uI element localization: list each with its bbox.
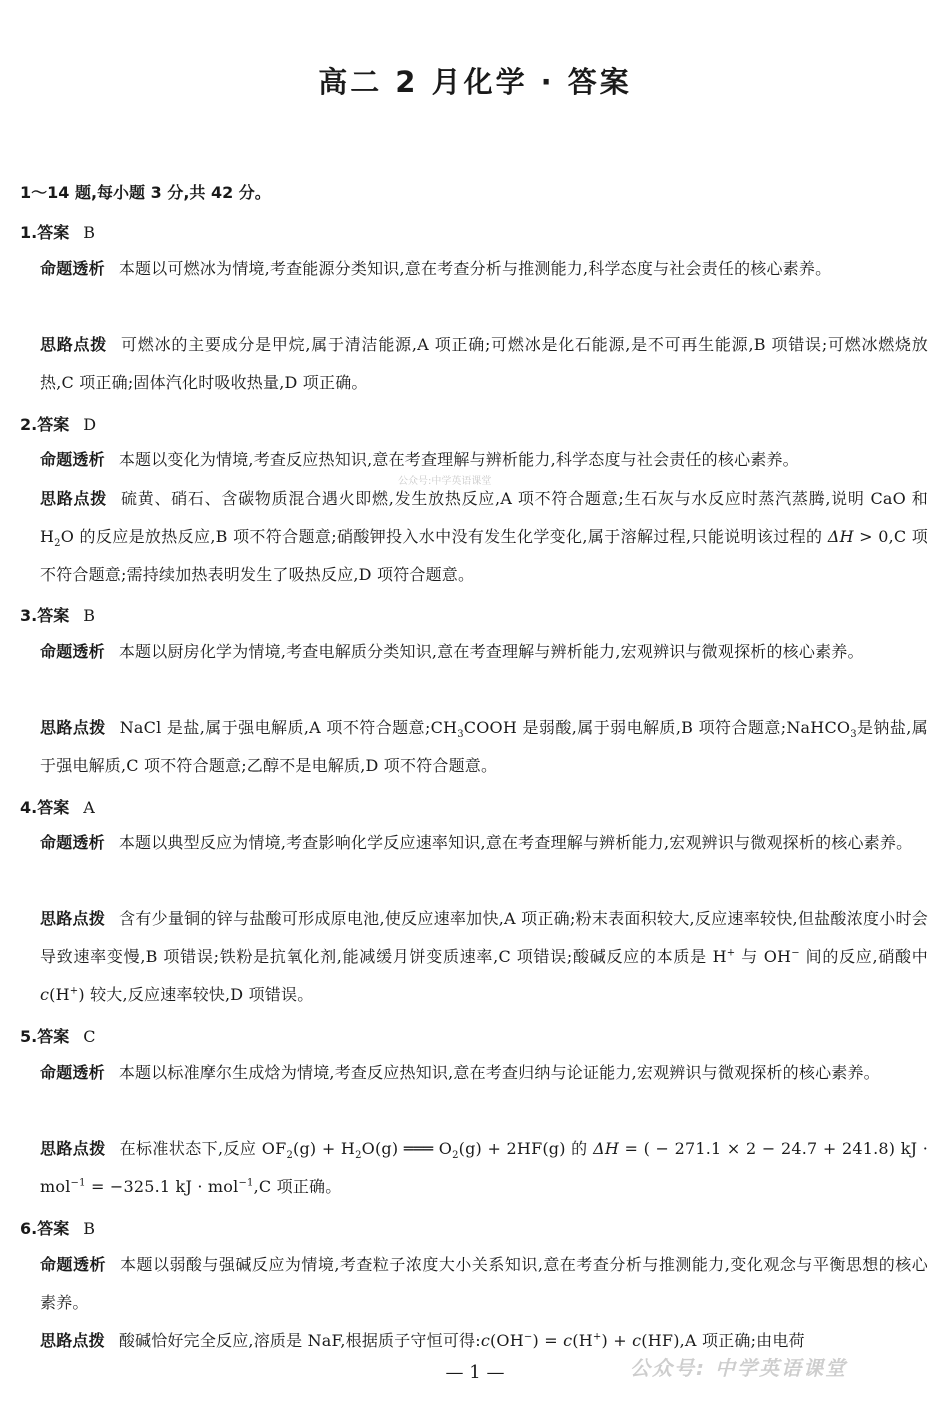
q3-analysis-text: 本题以厨房化学为情境,考查电解质分类知识,意在考查理解与辨析能力,宏观辨识与微观探析的核心素养。	[118, 642, 864, 661]
q6-analysis	[40, 1246, 928, 1322]
q1-hint-text: 可燃冰的主要成分是甲烷,属于清洁能源,A 项正确;可燃冰是化石能源,是不可再生能源,B 项错误;可燃冰燃烧放热,C 项正确;固体汽化时吸收热量,D 项正确。	[40, 335, 928, 392]
q4-hint-text-c: 间的反应,硝酸中	[799, 947, 928, 966]
q2-answer: D	[83, 415, 97, 434]
q2-hint-text-c: > 0,C 项不符合题意;需持续加热表明发生了吸热反应,D 项符合题意。	[40, 527, 928, 584]
q3-analysis	[40, 633, 928, 671]
q5-hint-text-e: = ( − 271.1 × 2 − 24.7 + 241.8) kJ · mol	[40, 1139, 928, 1196]
superscript: −	[791, 947, 800, 959]
page-number: — 1 —	[445, 1362, 505, 1383]
q3-answer-line	[20, 603, 95, 626]
q4-answer-line	[20, 795, 95, 818]
q4-answer: A	[83, 798, 95, 817]
q5-hint-text-f: = −325.1 kJ · mol	[85, 1177, 239, 1196]
q5-analysis-text: 本题以标准摩尔生成焓为情境,考查反应热知识,意在考查归纳与论证能力,宏观辨识与微观探析的核心素养。	[118, 1063, 880, 1082]
hint-label: 思路点拨	[40, 335, 108, 354]
q3-answer: B	[83, 606, 95, 625]
q3-hint	[40, 709, 928, 785]
hint-label: 思路点拨	[40, 718, 106, 737]
q3-hint-text-b: COOH 是弱酸,属于弱电解质,B 项符合题意;NaHCO	[463, 718, 851, 737]
q2-answer-line	[20, 412, 96, 435]
watermark-mid: 公众号:中学英语课堂	[398, 476, 492, 487]
superscript: +	[69, 985, 79, 997]
answer-label: 答案	[37, 223, 70, 242]
superscript: −1	[238, 1177, 254, 1189]
q3-hint-text-a: NaCl 是盐,属于强电解质,A 项不符合题意;CH	[119, 718, 458, 737]
q6-hint-text-e: ) +	[601, 1331, 633, 1350]
q1-analysis	[40, 250, 928, 288]
concentration-symbol: c	[40, 985, 50, 1004]
hint-label: 思路点拨	[40, 1139, 106, 1158]
q4-analysis-text: 本题以典型反应为情境,考查影响化学反应速率知识,意在考查理解与辨析能力,宏观辨识与微观探析的核心素养。	[118, 833, 913, 852]
delta-h-symbol: ΔH	[593, 1139, 619, 1158]
q3-number: 3.	[20, 606, 38, 625]
q5-analysis	[40, 1054, 928, 1092]
q6-answer: B	[83, 1219, 95, 1238]
q1-analysis-text: 本题以可燃冰为情境,考查能源分类知识,意在考查分析与推测能力,科学态度与社会责任的核心素养。	[118, 259, 832, 278]
answer-label: 答案	[37, 606, 70, 625]
delta-h-symbol: ΔH	[827, 527, 854, 546]
q5-hint-text-b: (g) + H	[293, 1139, 356, 1158]
q5-answer-line	[20, 1024, 95, 1047]
analysis-label: 命题透析	[40, 450, 105, 469]
section-intro: 1～14 题,每小题 3 分,共 42 分。	[20, 183, 271, 202]
q2-hint	[40, 480, 928, 594]
subscript: 2	[286, 1150, 293, 1162]
q6-number: 6.	[20, 1219, 38, 1238]
q3-hint-text-c: 是钠盐,属于强电解质,C 项不符合题意;乙醇不是电解质,D 项不符合题意。	[40, 718, 928, 775]
q4-hint	[40, 900, 928, 1014]
q6-hint-text-f: (HF),A 项正确;由电荷	[641, 1331, 805, 1350]
subscript: 3	[850, 729, 857, 741]
answer-label: 答案	[37, 415, 70, 434]
q5-hint-text-a: 在标准状态下,反应 OF	[119, 1139, 287, 1158]
superscript: −1	[70, 1177, 86, 1189]
q6-hint-text-d: (H	[572, 1331, 593, 1350]
page-title: 高二 2 月化学 · 答案	[318, 65, 632, 99]
q6-answer-line	[20, 1216, 95, 1239]
concentration-symbol: c	[480, 1331, 490, 1350]
analysis-label: 命题透析	[40, 259, 105, 278]
q6-hint-text-c: ) =	[532, 1331, 564, 1350]
q4-hint-text-b: 与 OH	[735, 947, 792, 966]
q5-hint-text-d: (g) + 2HF(g) 的	[458, 1139, 594, 1158]
subscript: 2	[355, 1150, 362, 1162]
concentration-symbol: c	[632, 1331, 642, 1350]
q6-hint-text-b: (OH	[489, 1331, 524, 1350]
q4-hint-text-d: (H	[49, 985, 70, 1004]
q6-hint-text-a: 酸碱恰好完全反应,溶质是 NaF,根据质子守恒可得:	[118, 1331, 481, 1350]
subscript: 3	[457, 729, 464, 741]
q5-number: 5.	[20, 1027, 38, 1046]
analysis-label: 命题透析	[40, 833, 105, 852]
subscript: 2	[54, 538, 61, 550]
concentration-symbol: c	[563, 1331, 573, 1350]
q6-analysis-text: 本题以弱酸与强碱反应为情境,考查粒子浓度大小关系知识,意在考查分析与推测能力,变化观念与平衡思想的核心素养。	[40, 1255, 928, 1312]
q1-answer-line	[20, 220, 95, 243]
superscript: +	[592, 1331, 602, 1343]
analysis-label: 命题透析	[40, 1063, 105, 1082]
q2-analysis-text: 本题以变化为情境,考查反应热知识,意在考查理解与辨析能力,科学态度与社会责任的核心素养。	[118, 450, 799, 469]
answer-label: 答案	[37, 1027, 70, 1046]
hint-label: 思路点拨	[40, 909, 106, 928]
q2-number: 2.	[20, 415, 38, 434]
q4-analysis	[40, 824, 928, 862]
q1-answer: B	[83, 223, 95, 242]
superscript: −	[523, 1331, 533, 1343]
analysis-label: 命题透析	[40, 1255, 106, 1274]
q5-hint	[40, 1130, 928, 1206]
hint-label: 思路点拨	[40, 489, 107, 508]
superscript: +	[726, 947, 736, 959]
q1-number: 1.	[20, 223, 38, 242]
q5-hint-text-g: ,C 项正确。	[253, 1177, 342, 1196]
q2-hint-text-b: O 的反应是放热反应,B 项不符合题意;硝酸钾投入水中没有发生化学变化,属于溶解过程,只能说明该过程的	[60, 527, 828, 546]
q4-hint-text-a: 含有少量铜的锌与盐酸可形成原电池,使反应速率加快,A 项正确;粉末表面积较大,反应速率较快,但盐酸浓度小时会导致速率变慢,B 项错误;铁粉是抗氧化剂,能减缓月饼变质速率,C 项错误;酸碱反应的本质是 H	[40, 909, 928, 966]
q2-hint-text-a: 硫黄、硝石、含碳物质混合遇火即燃,发生放热反应,A 项不符合题意;生石灰与水反应时蒸汽蒸腾,说明 CaO 和 H	[40, 489, 928, 546]
subscript: 2	[452, 1150, 459, 1162]
watermark-corner: 公众号: 中学英语课堂	[630, 1356, 847, 1380]
hint-label: 思路点拨	[40, 1331, 105, 1350]
q4-hint-text-e: ) 较大,反应速率较快,D 项错误。	[78, 985, 314, 1004]
q5-answer: C	[83, 1027, 96, 1046]
q5-hint-text-c: O(g) ═══ O	[361, 1139, 453, 1158]
q4-number: 4.	[20, 798, 38, 817]
answer-label: 答案	[37, 1219, 70, 1238]
answer-label: 答案	[37, 798, 70, 817]
analysis-label: 命题透析	[40, 642, 105, 661]
q1-hint	[40, 326, 928, 402]
